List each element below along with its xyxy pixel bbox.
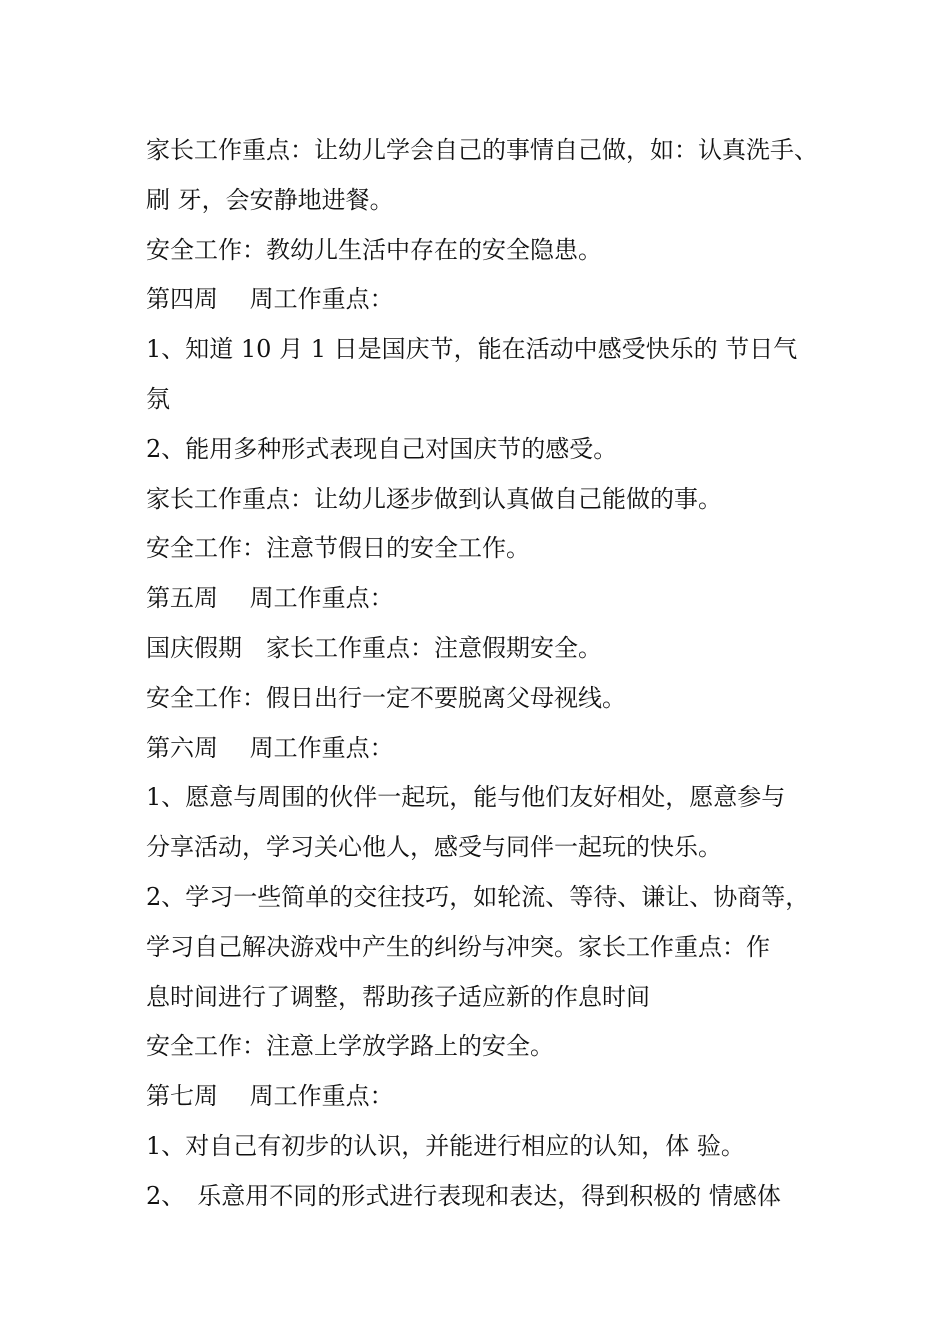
text-line: 安全工作：注意上学放学路上的安全。 [146,1032,554,1061]
document-page [146,130,836,1226]
text-line: 家长工作重点：让幼儿学会自己的事情自己做，如：认真洗手、 [146,136,818,164]
week-heading: 第五周 周工作重点： [146,584,394,613]
text-line: 2、能用多种形式表现自己对国庆节的感受。 [146,434,618,463]
text-line: 刷 牙，会安静地进餐。 [146,185,394,214]
text-line: 1、对自己有初步的认识，并能进行相应的认知，体 验。 [146,1131,745,1160]
text-line: 氛 [146,384,170,413]
text-line: 国庆假期 家长工作重点：注意假期安全。 [146,633,602,662]
text-line: 分享活动，学习关心他人，感受与同伴一起玩的快乐。 [146,833,722,862]
text-line: 安全工作：教幼儿生活中存在的安全隐患。 [146,235,602,264]
text-line: 1、愿意与周围的伙伴一起玩，能与他们友好相处，愿意参与 [146,783,786,812]
text-line: 学习自己解决游戏中产生的纠纷与冲突。家长工作重点：作 [146,932,770,961]
text-line: 2、学习一些简单的交往技巧，如轮流、等待、谦让、协商等， [146,882,810,911]
text-line: 息时间进行了调整，帮助孩子适应新的作息时间 [146,982,650,1011]
week-heading: 第七周 周工作重点： [146,1082,394,1111]
week-heading: 第六周 周工作重点： [146,733,394,762]
text-line: 1、知道 10 月 1 日是国庆节，能在活动中感受快乐的 节日气 [146,335,798,364]
text-line: 家长工作重点：让幼儿逐步做到认真做自己能做的事。 [146,484,722,513]
text-line: 安全工作：注意节假日的安全工作。 [146,534,530,563]
week-heading: 第四周 周工作重点： [146,285,394,314]
text-line: 安全工作：假日出行一定不要脱离父母视线。 [146,683,626,712]
text-line: 2、 乐意用不同的形式进行表现和表达，得到积极的 情感体 [146,1181,781,1210]
